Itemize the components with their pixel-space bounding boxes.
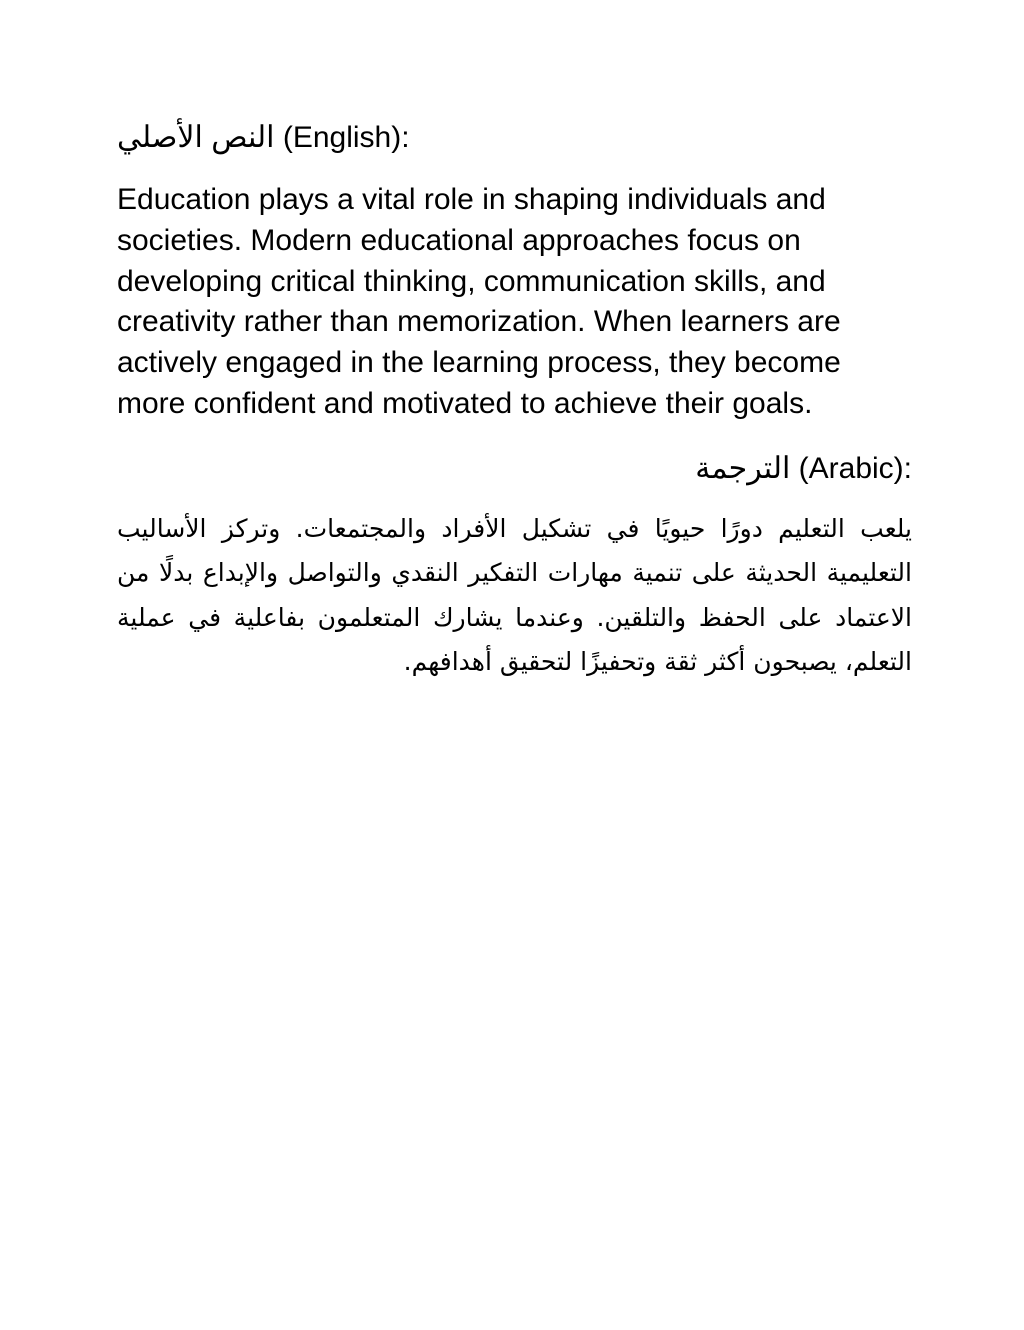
arabic-heading-arabic-label: الترجمة (695, 451, 791, 485)
english-paragraph: Education plays a vital role in shaping individuals and societies. Modern educational approaches focus on developing critical thinking, communication skills, and creativity rather than memorization. When learners are actively engaged in the learning process, they become more confident and motivated to achieve their goals. (117, 183, 841, 420)
arabic-paragraph: يلعب التعليم دورًا حيويًا في تشكيل الأفراد والمجتمعات. وتركز الأساليب التعليمية الحديثة على تنمية مهارات التفكير النقدي والتواصل والإبداع بدلًا من الاعتماد على الحفظ والتلقين. وعندما يشارك المتعلمون بفاعلية في عملية التعلم، يصبحون أكثر ثقة وتحفيزًا لتحقيق أهدافهم. (117, 513, 912, 677)
english-heading-arabic-label: النص الأصلي (117, 121, 275, 154)
document-page (117, 118, 912, 685)
english-section-heading (117, 118, 912, 158)
english-heading-language: (English): (282, 121, 410, 154)
arabic-heading-language: (Arabic): (798, 451, 912, 485)
arabic-section-heading (117, 449, 912, 489)
